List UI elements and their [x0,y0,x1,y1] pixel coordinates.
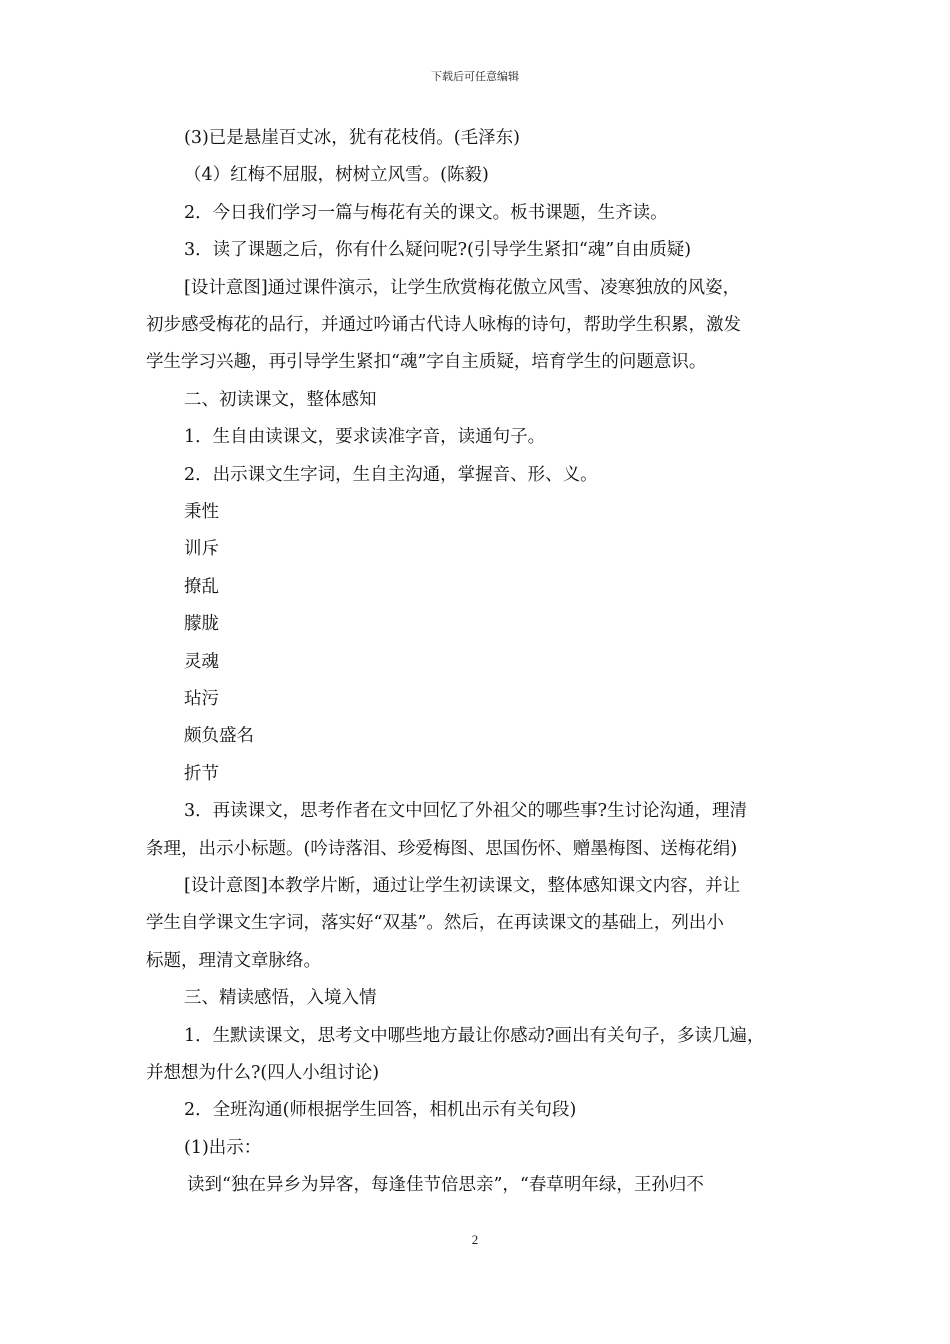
page-number: 2 [471,1232,479,1247]
vocab-word: 折节 [184,764,219,784]
page-header: 下载后可任意编辑 [431,70,519,83]
body-line: （4）红梅不屈服，树树立风雪。(陈毅) [184,165,489,185]
body-line: 读到“独在异乡为异客，每逢佳节倍思亲”，“春草明年绿，王孙归不 [187,1175,704,1195]
body-line: 条理，出示小标题。(吟诗落泪、珍爱梅图、思国伤怀、赠墨梅图、送梅花绢) [146,839,738,859]
body-line: 学生自学课文生字词，落实好“双基”。然后，在再读课文的基础上，列出小 [146,913,724,933]
body-line: (3)已是悬崖百丈冰，犹有花枝俏。(毛泽东) [184,128,520,148]
vocab-word: 秉性 [184,502,219,522]
body-line: 1．生自由读课文，要求读准字音，读通句子。 [184,427,546,447]
vocab-word: 玷污 [184,689,219,709]
body-line: 学生学习兴趣，再引导学生紧扣“魂”字自主质疑，培育学生的问题意识。 [146,352,707,372]
vocab-word: 颇负盛名 [184,726,254,746]
body-line: 标题，理清文章脉络。 [146,951,321,971]
section-heading: 三、精读感悟，入境入情 [184,988,377,1008]
body-line: (1)出示： [184,1138,262,1158]
vocab-word: 朦胧 [184,614,219,634]
body-line: 2．出示课文生字词，生自主沟通，掌握音、形、义。 [184,465,598,485]
body-line: 3．再读课文，思考作者在文中回忆了外祖父的哪些事?生讨论沟通，理清 [184,801,748,821]
body-line: 2．全班沟通(师根据学生回答，相机出示有关句段) [184,1100,577,1120]
body-line: [设计意图]通过课件演示，让学生欣赏梅花傲立风雪、凌寒独放的风姿， [184,278,741,298]
vocab-word: 撩乱 [184,577,219,597]
section-heading: 二、初读课文，整体感知 [184,390,377,410]
body-line: 并想想为什么?(四人小组讨论) [146,1063,380,1083]
body-line: 3．读了课题之后，你有什么疑问呢?(引导学生紧扣“魂”自由质疑) [184,240,692,260]
body-line: 2．今日我们学习一篇与梅花有关的课文。板书课题，生齐读。 [184,203,668,223]
body-line: 初步感受梅花的品行，并通过吟诵古代诗人咏梅的诗句，帮助学生积累，激发 [146,315,741,335]
body-line: [设计意图]本教学片断，通过让学生初读课文，整体感知课文内容，并让 [184,876,741,896]
body-line: 1．生默读课文，思考文中哪些地方最让你感动?画出有关句子，多读几遍， [184,1026,765,1046]
vocab-word: 灵魂 [184,652,219,672]
vocab-word: 训斥 [184,539,219,559]
